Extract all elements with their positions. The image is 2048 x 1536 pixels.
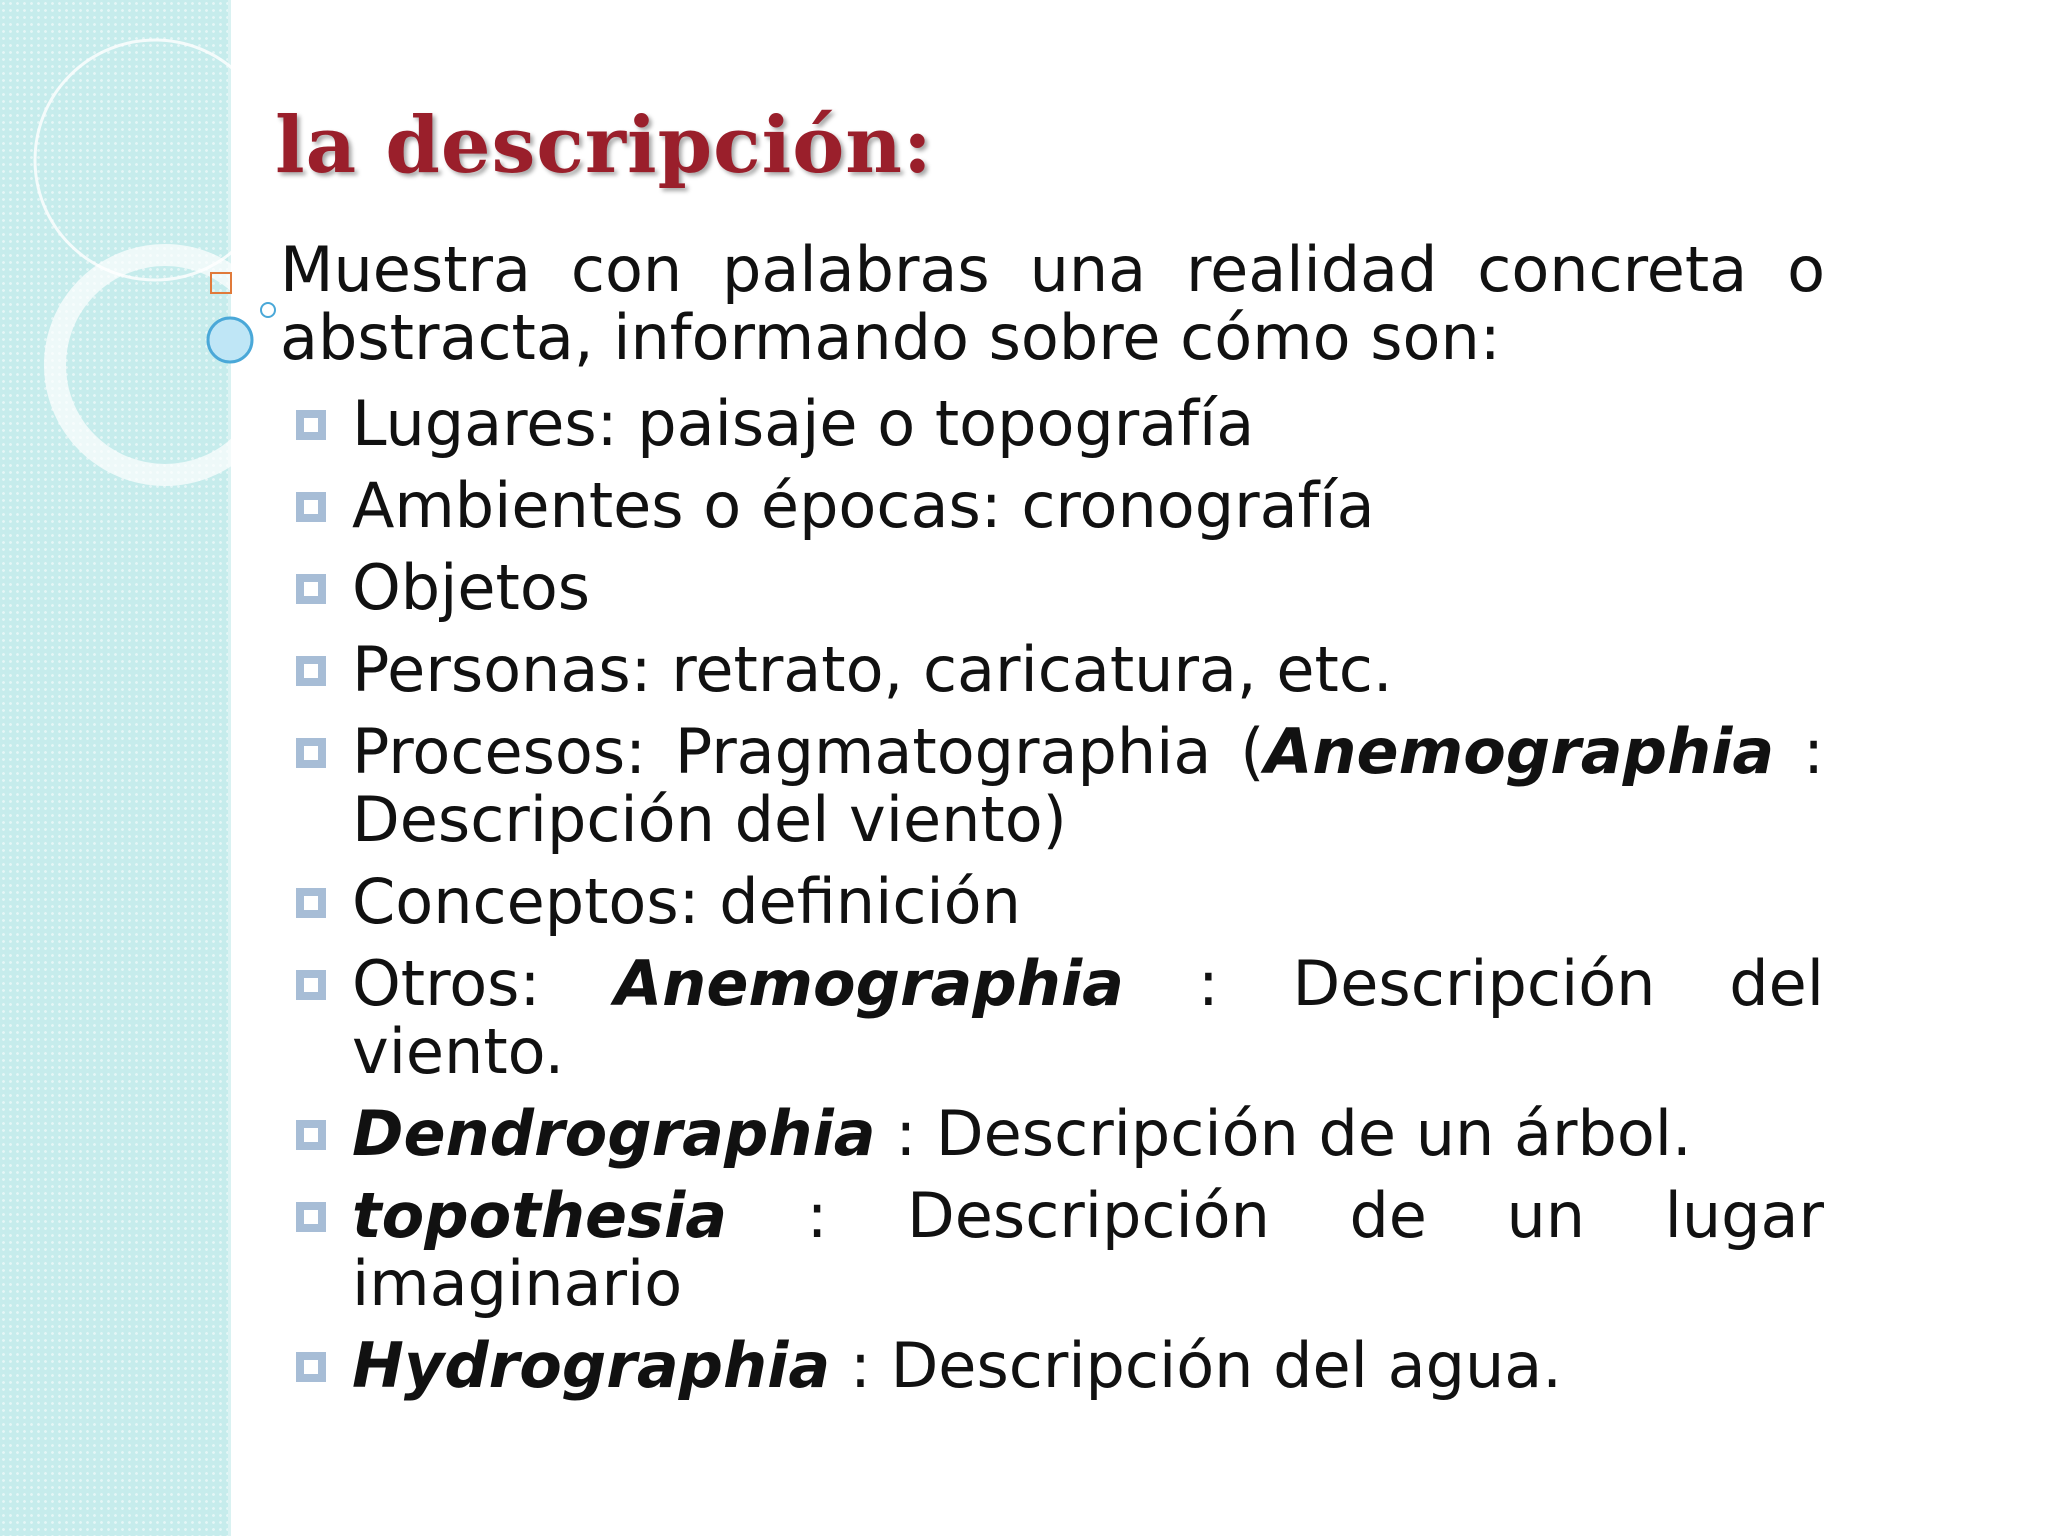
item-text-after: : Descripción del agua.: [830, 1329, 1562, 1402]
item-term: Anemographia: [1264, 715, 1775, 788]
intro-text: Muestra con palabras una realidad concreta o abstracta, informando sobre cómo son:: [280, 233, 1825, 374]
item-text: Personas: retrato, caricatura, etc.: [352, 633, 1393, 706]
square-bullet-icon: [296, 1120, 326, 1150]
main-bullet-icon: [210, 272, 232, 294]
list-item: [296, 865, 1824, 938]
item-text-after: : Descripción de un árbol.: [875, 1097, 1692, 1170]
bullet-list: [296, 387, 1824, 1414]
item-term: Hydrographia: [352, 1329, 831, 1402]
item-term: topothesia: [352, 1179, 728, 1252]
list-item: [296, 1329, 1824, 1402]
square-bullet-icon: [296, 1202, 326, 1232]
square-bullet-icon: [296, 656, 326, 686]
slide-title: la descripción:: [275, 100, 933, 191]
item-text: Objetos: [352, 551, 591, 624]
square-bullet-icon: [296, 574, 326, 604]
item-text-after: : Descripción de un lugar imaginario: [352, 1179, 1824, 1320]
list-item: [296, 1097, 1824, 1170]
item-text-after: : Descripción del viento): [352, 715, 1824, 856]
decorative-circles: [0, 0, 320, 560]
list-item: [296, 469, 1824, 542]
item-text-after: : Descripción del viento.: [352, 947, 1824, 1088]
item-text: Procesos: Pragmatographia (: [352, 715, 1265, 788]
square-bullet-icon: [296, 888, 326, 918]
item-text: Ambientes o épocas: cronografía: [352, 469, 1375, 542]
square-bullet-icon: [296, 738, 326, 768]
square-bullet-icon: [296, 492, 326, 522]
item-term: Dendrographia: [352, 1097, 876, 1170]
square-bullet-icon: [296, 970, 326, 1000]
list-item: [296, 715, 1824, 856]
list-item: [296, 551, 1824, 624]
list-item: [296, 387, 1824, 460]
square-bullet-icon: [296, 410, 326, 440]
item-term: Anemographia: [614, 947, 1124, 1020]
item-text: Conceptos: definición: [352, 865, 1021, 938]
item-text: Lugares: paisaje o topografía: [352, 387, 1255, 460]
list-item: [296, 1179, 1824, 1320]
list-item: [296, 633, 1824, 706]
item-text: Otros:: [352, 947, 615, 1020]
list-item: [296, 947, 1824, 1088]
square-bullet-icon: [296, 1352, 326, 1382]
